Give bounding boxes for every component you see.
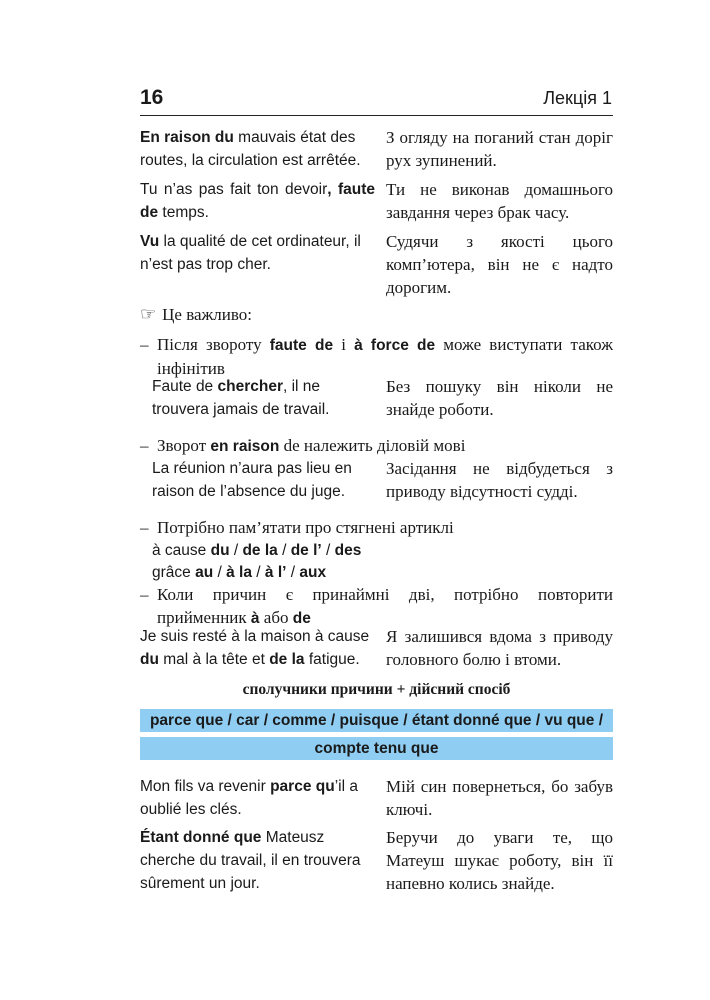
term: faute de bbox=[269, 337, 334, 354]
term: , faute de bbox=[140, 181, 375, 221]
term: parce qu bbox=[270, 778, 335, 795]
french-sentence bbox=[140, 826, 375, 895]
text-run: Mon fils va revenir bbox=[140, 778, 271, 795]
ukrainian-translation: Беручи до уваги те, що Матеуш шукає роботу, він її напевно колись знайде. bbox=[386, 828, 613, 893]
point-text: може виступати також інфінітив bbox=[157, 335, 613, 378]
note-point bbox=[140, 333, 613, 380]
term: de l’ bbox=[290, 542, 322, 559]
term: au bbox=[195, 564, 214, 581]
article-contraction-line bbox=[152, 539, 361, 562]
ukrainian-translation: Без пошуку він ніколи не знайде роботи. bbox=[386, 377, 613, 419]
french-sentence bbox=[152, 375, 377, 421]
point-text: і bbox=[333, 335, 355, 354]
pointing-hand-icon: ☞ bbox=[140, 304, 157, 324]
term: à l’ bbox=[264, 564, 287, 581]
term: de la bbox=[242, 542, 278, 559]
section-title: сполучники причини + дійсний спосіб bbox=[242, 681, 511, 698]
term: à bbox=[250, 610, 260, 627]
ukrainian-translation: Мій син повернеться, бо забув ключі. bbox=[386, 777, 613, 819]
term: Étant donné que bbox=[140, 829, 262, 846]
dash-bullet: – bbox=[140, 518, 149, 537]
french-sentence bbox=[140, 230, 375, 276]
text-run: / bbox=[229, 542, 243, 559]
ukrainian-translation: З огляду на поганий стан доріг рух зупинений. bbox=[386, 128, 613, 170]
header-rule bbox=[140, 115, 613, 116]
term: du bbox=[140, 651, 159, 668]
ukrainian-translation: Судячи з якості цього комп’ютера, він не є надто дорогим. bbox=[386, 232, 613, 297]
term: Vu bbox=[140, 233, 160, 250]
french-sentence bbox=[152, 457, 377, 503]
french-sentence bbox=[140, 625, 375, 671]
text-run: / bbox=[213, 564, 227, 581]
term: des bbox=[334, 542, 362, 559]
article-contraction-line bbox=[152, 561, 326, 584]
point-text: Коли причин є принаймні дві, потрібно повторити прийменник bbox=[157, 585, 613, 627]
term: aux bbox=[299, 564, 327, 581]
term: En raison du bbox=[140, 129, 234, 146]
note-label: Це важливо: bbox=[162, 305, 253, 324]
point-text: Потрібно пам’ятати про стягнені артиклі bbox=[157, 518, 454, 537]
point-text: de належить діловій мові bbox=[279, 436, 466, 455]
text-run: mauvais état des routes, la circulation est arrêtée. bbox=[140, 129, 361, 169]
running-head: Лекція 1 bbox=[543, 88, 612, 108]
french-sentence bbox=[140, 126, 375, 172]
text-run: temps. bbox=[158, 204, 209, 221]
text-run: Je suis resté à la maison à cause bbox=[140, 628, 370, 645]
note-point bbox=[140, 434, 613, 458]
dash-bullet: – bbox=[140, 335, 149, 354]
text-run: la qualité de cet ordinateur, il n’est pas trop cher. bbox=[140, 233, 361, 273]
french-sentence bbox=[140, 178, 375, 224]
text-run: à cause bbox=[152, 542, 211, 559]
text-run: / bbox=[277, 542, 291, 559]
text-run: grâce bbox=[152, 564, 196, 581]
conjunctions-box-line: compte tenu que bbox=[140, 737, 613, 760]
term: en raison bbox=[210, 438, 280, 455]
text-run: fatigue. bbox=[304, 651, 360, 668]
ukrainian-translation: Я залишився вдома з приводу головного болю і втоми. bbox=[386, 627, 613, 669]
term: à la bbox=[226, 564, 252, 581]
page-number: 16 bbox=[140, 86, 164, 109]
conjunctions-box-line: parce que / car / comme / puisque / étant donné que / vu que / bbox=[140, 709, 613, 732]
term: de bbox=[292, 610, 311, 627]
ukrainian-translation: Ти не виконав домашнього завдання через брак часу. bbox=[386, 180, 613, 222]
text-run: Faute de bbox=[152, 378, 218, 395]
term: de la bbox=[269, 651, 305, 668]
term: chercher bbox=[217, 378, 283, 395]
term: du bbox=[210, 542, 230, 559]
dash-bullet: – bbox=[140, 585, 149, 604]
text-run: , il ne trouvera jamais de travail. bbox=[152, 378, 330, 418]
dash-bullet: – bbox=[140, 436, 149, 455]
french-sentence bbox=[140, 775, 375, 821]
note-point bbox=[140, 583, 613, 630]
point-text: або bbox=[259, 608, 293, 627]
ukrainian-translation: Засідання не відбудеться з приводу відсутності судді. bbox=[386, 459, 613, 501]
text-run: ’il a oublié les clés. bbox=[140, 778, 358, 818]
text-run: mal à la tête et bbox=[158, 651, 270, 668]
point-text: Після звороту bbox=[157, 335, 270, 354]
text-run: / bbox=[321, 542, 335, 559]
text-run: / bbox=[286, 564, 300, 581]
text-run: Mateusz cherche du travail, il en trouvera sûrement un jour. bbox=[140, 829, 361, 892]
point-text: Зворот bbox=[157, 436, 211, 455]
term: à force de bbox=[354, 337, 436, 354]
note-heading bbox=[140, 304, 252, 325]
text-run: / bbox=[251, 564, 265, 581]
note-point bbox=[140, 516, 613, 539]
text-run: Tu n’as pas fait ton devoir bbox=[140, 181, 328, 198]
text-run: La réunion n’aura pas lieu en raison de l’absence du juge. bbox=[152, 460, 352, 500]
